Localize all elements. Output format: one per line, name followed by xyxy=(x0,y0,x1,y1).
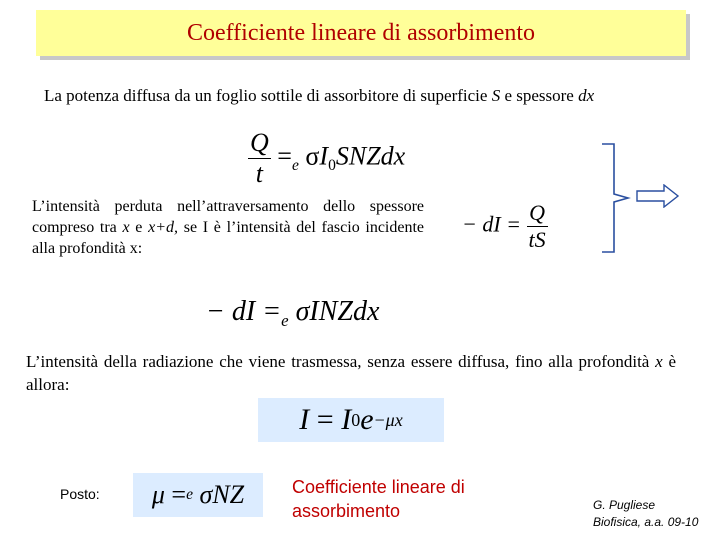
eq4-i0: I xyxy=(341,403,352,436)
equation-power xyxy=(248,128,405,189)
intensity-lost-paragraph xyxy=(32,196,424,259)
eq4-equals: = xyxy=(316,403,334,436)
para2-text-a: L’intensità della radiazione che viene trasmessa, senza essere diffusa, fino alla profondità xyxy=(26,352,650,371)
eq1-denominator: t xyxy=(255,159,263,188)
equation-attenuation-law xyxy=(258,398,444,442)
intro-paragraph xyxy=(44,86,594,106)
eq4-base: e xyxy=(360,403,374,436)
fraction-q-over-t xyxy=(248,128,271,189)
eq4-exponent: −μx xyxy=(373,409,403,430)
intro-text: La potenza diffusa da un foglio sottile di assorbitore di superficie xyxy=(44,86,488,105)
title-banner xyxy=(36,10,686,56)
para1-var-xd: x+d, xyxy=(148,219,179,236)
eq3-lhs: − dI = xyxy=(206,296,282,327)
credit-author: G. Pugliese xyxy=(593,498,656,512)
right-arrow-icon xyxy=(636,184,680,208)
para2-var-x: x xyxy=(655,352,663,371)
para1-text-b: se I è l’intensità del fascio incidente alla profondità x: xyxy=(32,219,425,257)
eq3-rhs: σINZdx xyxy=(295,296,380,327)
para1-text-a: L’intensità perduta nell’attraversamento dello spessore compreso tra xyxy=(32,198,424,236)
eq1-intensity: I xyxy=(319,141,329,171)
intro-var-s: S xyxy=(491,86,501,105)
credit-course: Biofisica, a.a. 09-10 xyxy=(593,515,699,529)
para1-conj: e xyxy=(135,219,143,236)
eq5-equals: = xyxy=(171,480,187,509)
left-brace-shape xyxy=(598,142,632,254)
equation-mu-definition xyxy=(133,473,263,517)
eq1-sigma: σ xyxy=(305,141,320,171)
eq4-i0-sub: 0 xyxy=(351,409,361,430)
coefficient-label-line2: assorbimento xyxy=(292,501,401,521)
para1-var-x: x xyxy=(122,219,130,236)
eq5-mu: μ xyxy=(151,480,165,509)
intro-var-dx: dx xyxy=(578,86,595,105)
eq1-numerator: Q xyxy=(250,128,269,157)
eq2-lhs: − dI = xyxy=(462,211,522,237)
intro-conj: e spessore xyxy=(504,86,574,105)
eq1-equals-sub: e xyxy=(291,156,299,174)
coefficient-label-line1: Coefficiente lineare di xyxy=(292,477,465,497)
eq1-equals: = xyxy=(277,141,292,171)
para2-text-b: è allora: xyxy=(26,352,677,394)
fraction-q-over-ts xyxy=(527,200,548,253)
slide-title: Coefficiente lineare di assorbimento xyxy=(186,19,536,46)
eq1-intensity-sub: 0 xyxy=(328,156,336,174)
eq3-equals-sub: e xyxy=(281,310,289,330)
equation-di-differential xyxy=(206,296,379,331)
author-credit xyxy=(593,497,698,531)
transmitted-radiation-paragraph xyxy=(26,350,676,396)
eq1-tail: SNZdx xyxy=(335,141,406,171)
eq5-rhs: σNZ xyxy=(199,480,245,509)
eq4-lhs: I xyxy=(299,403,310,436)
coefficient-label xyxy=(292,475,465,523)
eq5-equals-sub: e xyxy=(186,486,194,503)
eq2-numerator: Q xyxy=(527,200,548,227)
posto-label: Posto: xyxy=(60,486,100,502)
eq2-denominator: tS xyxy=(528,227,546,252)
equation-di-fraction xyxy=(462,200,548,253)
